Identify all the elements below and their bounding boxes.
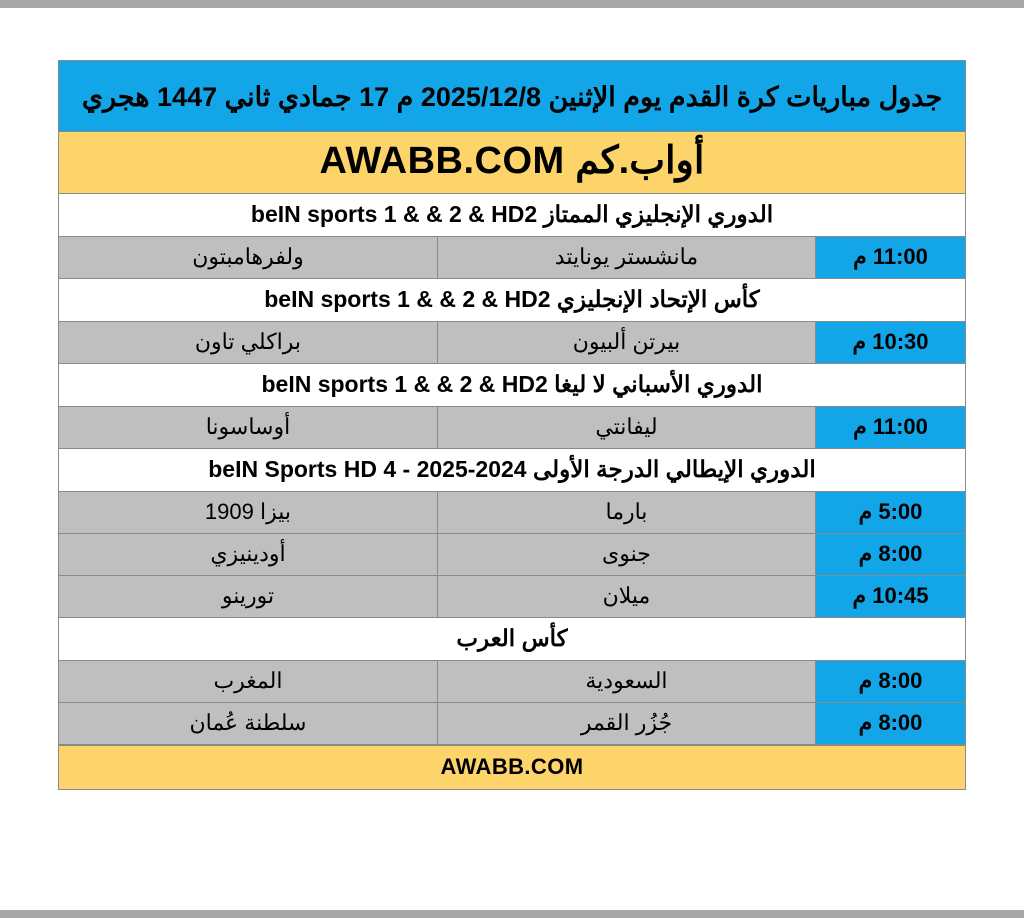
match-time: 8:00 م [815, 703, 965, 744]
competition-header: كأس الإتحاد الإنجليزي beIN sports 1 & & 2 & HD2 [59, 279, 965, 322]
table-row [59, 237, 965, 279]
match-time: 10:30 م [815, 322, 965, 363]
home-team: السعودية [437, 661, 815, 702]
match-time: 8:00 م [815, 661, 965, 702]
table-row [59, 576, 965, 618]
table-row [59, 322, 965, 364]
competition-header: الدوري الأسباني لا ليغا beIN sports 1 & & 2 & HD2 [59, 364, 965, 407]
table-row [59, 407, 965, 449]
match-schedule-sheet [58, 60, 966, 790]
brand-header: أواب.كم AWABB.COM [59, 132, 965, 194]
home-team: بيرتن ألبيون [437, 322, 815, 363]
home-team: ميلان [437, 576, 815, 617]
table-row [59, 661, 965, 703]
home-team: مانشستر يونايتد [437, 237, 815, 278]
home-team: ليفانتي [437, 407, 815, 448]
away-team: المغرب [59, 661, 437, 702]
table-row [59, 703, 965, 745]
page-title: جدول مباريات كرة القدم يوم الإثنين 2025/12/8 م 17 جمادي ثاني 1447 هجري [59, 61, 965, 132]
schedule-body [59, 194, 965, 745]
away-team: بيزا 1909 [59, 492, 437, 533]
home-team: بارما [437, 492, 815, 533]
away-team: أودينيزي [59, 534, 437, 575]
away-team: سلطنة عُمان [59, 703, 437, 744]
match-time: 11:00 م [815, 237, 965, 278]
away-team: براكلي تاون [59, 322, 437, 363]
match-time: 5:00 م [815, 492, 965, 533]
competition-header: الدوري الإيطالي الدرجة الأولى 2024-2025 - beIN Sports HD 4 [59, 449, 965, 492]
competition-header: كأس العرب [59, 618, 965, 661]
home-team: جنوى [437, 534, 815, 575]
match-time: 10:45 م [815, 576, 965, 617]
table-row [59, 492, 965, 534]
match-time: 11:00 م [815, 407, 965, 448]
away-team: ولفرهامبتون [59, 237, 437, 278]
match-time: 8:00 م [815, 534, 965, 575]
competition-header: الدوري الإنجليزي الممتاز beIN sports 1 & & 2 & HD2 [59, 194, 965, 237]
away-team: أوساسونا [59, 407, 437, 448]
away-team: تورينو [59, 576, 437, 617]
home-team: جُزُر القمر [437, 703, 815, 744]
table-row [59, 534, 965, 576]
footer-brand: AWABB.COM [59, 745, 965, 789]
